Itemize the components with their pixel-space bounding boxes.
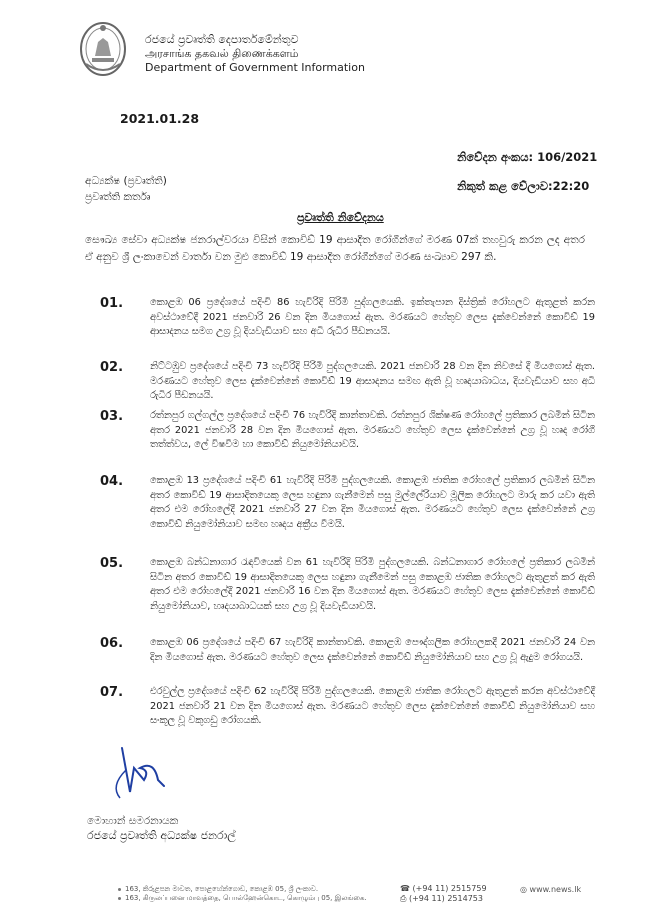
bullet-icon: [118, 897, 121, 900]
fax-icon: ⎙: [400, 894, 409, 903]
footer-address-tamil: 163, கிருலப்பனை மாவத்தை, பொல்ஹேன்கொட, கொழும்பு 05, இலங்கை.: [118, 894, 367, 903]
government-emblem: [78, 20, 128, 78]
org-name-english: Department of Government Information: [145, 61, 365, 74]
phone-icon: ☎: [400, 884, 413, 893]
item-number: 03.: [100, 409, 124, 424]
release-date: 2021.01.28: [120, 111, 200, 126]
signature: [100, 740, 220, 810]
recipient-director: අධ්‍යක්ෂ (ප්‍රවෘත්ති): [85, 175, 167, 187]
item-text: කොළඹ 13 ප්‍රදේශයේ පදිංචි 61 හැවිරිදි පිරිමි පුද්ගලයෙකි. කොළඹ ජාතික රෝහලේ ප්‍රතිකාර ලබමින් සිටින අතර කොවිඩ් 19 ආසාදිතයෙකු ලෙස හඳුනා ගැනීමෙන් පසු මුල්ලේරියාව මූලික රෝහලට මාරු කර යවා ඇති අතර එම රෝහලේදී 2021 ජනවාරි 27 වන දින මියගොස් ඇත. මරණයට හේතුව ලෙස දැක්වෙන්නේ උග්‍ර කොවිඩ් නියුමෝනියාව සමඟ හෘදය අක්‍රීය වීමයි.: [150, 475, 595, 530]
document-title: ප්‍රවෘත්ති නිවේදනය: [297, 211, 384, 224]
footer-phone: ☎ (+94 11) 2515759: [400, 884, 487, 893]
item-text: කොළඹ 06 ප්‍රදේශයේ පදිංචි 86 හැවිරිදි පිරිමි පුද්ගලයෙකි. ඉක්තැපාන දිස්ත්‍රික් රෝහලට ඇතුළත් කරන අවස්ථාවේදී 2021 ජනවාරි 26 වන දින මියගොස් ඇත. මරණයට හේතුව ලෙස දැක්වෙන්නේ කොවිඩ් 19 ආසාදනය සමග උග්‍ර වූ දියවැඩියාව සහ අධි රුධිර පීඩනයයි.: [150, 297, 595, 337]
item-text: නිට්ටඹුව ප්‍රදේශයේ පදිංචි 73 හැවිරිදි පිරිමි පුද්ගලයෙකි. 2021 ජනවාරි 28 වන දින නිවසේ දී මියගොස් ඇත. මරණයට හේතුව ලෙස දැක්වෙන්නේ කොවිඩ් 19 ආසාදනය සමඟ ඇති වූ හෘදයාබාධය, දියවැඩියාව සහ අධි රුධිර පීඩනයයි.: [150, 361, 595, 401]
footer-contacts: [400, 884, 487, 904]
footer-address-sinhala: 163, කිරුළපන මාවත, පොළහේන්ගොඩ, කොළඹ 05, ශ්‍රී ලංකාව.: [118, 885, 367, 894]
globe-icon: ◎: [520, 885, 530, 894]
intro-paragraph: සෞඛ්‍ය සේවා අධ්‍යක්ෂ ජනරාල්වරයා විසින් කොවිඩ් 19 ආසාදිත රෝගීන්ගේ මරණ 07ක් තහවුරු කරන ලද අතර ඒ අනුව ශ්‍රී ලංකාවෙන් වාර්තා වන මුළු කොවිඩ් 19 ආසාදිත රෝගීන්ගේ මරණ සංඛ්‍යාව 297 කි.: [85, 234, 585, 263]
release-number: නිවේදන අංකය: 106/2021: [457, 150, 598, 164]
item-text: කොළඹ 06 ප්‍රදේශයේ පදිංචි 67 හැවිරිදි කාන්තාවකි. කොළඹ පෞද්ගලික රෝහලකදී 2021 ජනවාරි 24 වන දින මියගොස් ඇත. මරණයට හේතුව ලෙස දැක්වෙන්නේ කොවිඩ් නියුමෝනියාව සහ උග්‍ර වූ ඇදුම රෝගයයි.: [150, 637, 595, 663]
item-text: එරවුල්ල ප්‍රදේශයේ පදිංචි 62 හැවිරිදි පිරිමි පුද්ගලයෙකි. කොළඹ ජාතික රෝහලට ඇතුළත් කරන අවස්ථාවේදී 2021 ජනවාරි 21 වන දින මියගොස් ඇත. මරණයට හේතුව ලෙස දැක්වෙන්නේ කොවිඩ් නියුමෝනියාව සහ සංකූල වූ වකුගඩු රෝගයකි.: [150, 686, 595, 726]
signatory-title: රජයේ ප්‍රවෘත්ති අධ්‍යක්ෂ ජනරාල්: [87, 829, 236, 842]
item-number: 06.: [100, 636, 124, 651]
recipient-editor: ප්‍රවෘත්ති කර්තෘ: [85, 191, 151, 203]
footer-website: ◎ www.news.lk: [520, 885, 582, 894]
footer-address: [118, 885, 367, 903]
item-number: 04.: [100, 474, 124, 489]
item-text: කොළඹ බන්ධනාගාර රැඳවියෙක් වන 61 හැවිරිදි පිරිමි පුද්ගලයෙකි. බන්ධනාගාර රෝහලේ ප්‍රතිකාර ලබමින් සිටින අතර කොවිඩ් 19 ආසාදිතයෙකු ලෙස හඳුනා ගැනීමෙන් පසු කොළඹ ජාතික රෝහලට ඇතුළත් කර ඇති අතර එම රෝහලේදී 2021 ජනවාරි 16 වන දින මියගොස් ඇත. මරණයට හේතුව ලෙස දැක්වෙන්නේ කොවිඩ් නියුමෝනියාව, හෘදයාබාධයක් සහ උග්‍ර වූ දියවැඩියාවයි.: [150, 557, 595, 612]
release-time: නිකුත් කළ වේලාව:22:20: [457, 179, 590, 193]
item-number: 05.: [100, 556, 124, 571]
org-name-tamil: அரசாங்க தகவல் திணைக்களம்: [145, 47, 299, 60]
item-number: 01.: [100, 296, 124, 311]
recipients: [85, 173, 167, 205]
item-number: 02.: [100, 360, 124, 375]
item-text: රත්නපුර ගල්ගල්ල ප්‍රදේශයේ පදිංචි 76 හැවිරිදි කාන්තාවකි. රත්නපුර ශික්ෂණ රෝහලේ ප්‍රතිකාර ලබමින් සිටින අතර 2021 ජනවාරි 28 වන දින මියගොස් ඇත. මරණයට හේතුව ලෙස දැක්වෙන්නේ උග්‍ර වූ හෘද රෝගී තත්ත්වය, ලේ විෂවීම හා කොවිඩ් නියුමෝනියාවයි.: [150, 410, 595, 450]
bullet-icon: [118, 888, 121, 891]
footer-fax: ⎙ (+94 11) 2514753: [400, 894, 483, 903]
item-number: 07.: [100, 685, 124, 700]
signatory-name: මොහාන් සමරනායක: [87, 815, 179, 827]
organization-header: [145, 33, 365, 75]
org-name-sinhala: රජයේ ප්‍රවෘත්ති දෙපාර්තමේන්තුව: [145, 33, 299, 46]
